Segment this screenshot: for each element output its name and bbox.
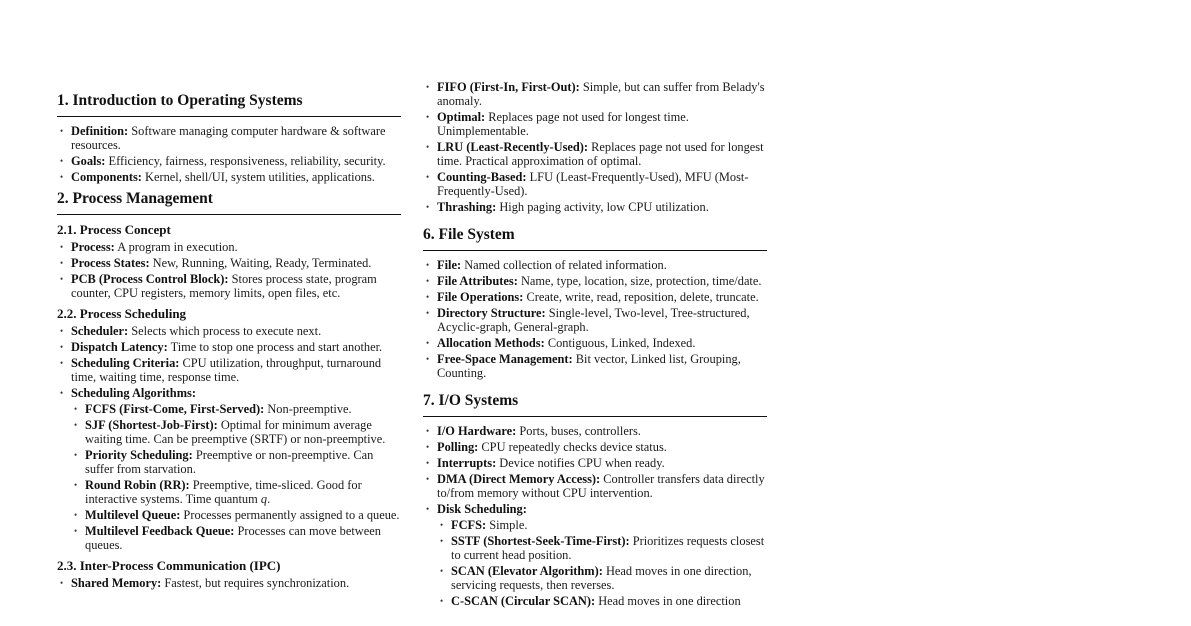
term: Components: [71, 170, 142, 184]
term: DMA (Direct Memory Access): [437, 472, 601, 486]
description-tail: . [267, 492, 271, 506]
section-heading: 7. I/O Systems [423, 392, 767, 417]
description: Simple. [486, 518, 528, 532]
description: Create, write, read, reposition, delete, truncate. [523, 290, 759, 304]
description: Optimal for minimum average waiting time. Can be preemptive (SRTF) or non-preemptive. [85, 418, 386, 446]
subsection-heading: 2.1. Process Concept [57, 222, 171, 237]
list-item [423, 110, 767, 138]
list-item [57, 386, 401, 552]
section-io-systems [423, 392, 767, 608]
list-item [423, 440, 767, 454]
term: FCFS (First-Come, First-Served): [85, 402, 265, 416]
description: Ports, buses, controllers. [516, 424, 641, 438]
term: Shared Memory: [71, 576, 162, 590]
list-item [57, 324, 401, 338]
bullet-list [423, 424, 767, 608]
list-item [423, 336, 767, 350]
list-item [57, 272, 401, 300]
description: LFU (Least-Frequently-Used), MFU (Most-Frequently-Used). [437, 170, 749, 198]
description: Name, type, location, size, protection, time/date. [517, 274, 762, 288]
nested-bullet-list-page-replacement [423, 80, 767, 198]
description: Processes permanently assigned to a queue. [180, 508, 400, 522]
description: Fastest, but requires synchronization. [161, 576, 350, 590]
term: SSTF (Shortest-Seek-Time-First): [451, 534, 630, 548]
nested-bullet-list-disk-scheduling [437, 518, 767, 608]
list-item [423, 258, 767, 272]
list-item [423, 306, 767, 334]
subsection-heading: 2.2. Process Scheduling [57, 306, 187, 321]
list-item [437, 518, 767, 532]
term: Priority Scheduling: [85, 448, 193, 462]
list-item [423, 290, 767, 304]
description: Stores process state, program counter, CPU registers, memory limits, open files, etc. [71, 272, 377, 300]
section-memory-continued [423, 80, 767, 214]
term: Scheduler: [71, 324, 129, 338]
description: Contiguous, Linked, Indexed. [544, 336, 696, 350]
list-item [71, 448, 401, 476]
list-item [57, 124, 401, 152]
term: File: [437, 258, 462, 272]
list-item [423, 80, 767, 108]
term: Allocation Methods: [437, 336, 545, 350]
term: Process States: [71, 256, 150, 270]
bullet-list [57, 124, 401, 184]
description: Time to stop one process and start another. [167, 340, 383, 354]
term: Scheduling Algorithms: [71, 386, 196, 400]
list-item [423, 472, 767, 500]
list-item [71, 508, 401, 522]
term: File Operations: [437, 290, 524, 304]
term: FIFO (First-In, First-Out): [437, 80, 580, 94]
list-item [57, 240, 401, 254]
description: Software managing computer hardware & software resources. [71, 124, 386, 152]
term: Scheduling Criteria: [71, 356, 180, 370]
term: Optimal: [437, 110, 486, 124]
term: FCFS: [451, 518, 487, 532]
term: Goals: [71, 154, 106, 168]
list-item [57, 356, 401, 384]
list-item [71, 478, 401, 506]
term: Polling: [437, 440, 479, 454]
term: I/O Hardware: [437, 424, 517, 438]
description: Single-level, Two-level, Tree-structured, Acyclic-graph, General-graph. [437, 306, 750, 334]
description: Non-preemptive. [264, 402, 352, 416]
term: PCB (Process Control Block): [71, 272, 229, 286]
description: Head moves in one direction [595, 594, 741, 608]
term: Round Robin (RR): [85, 478, 190, 492]
section-heading: 6. File System [423, 226, 767, 251]
description: Bit vector, Linked list, Grouping, Counting. [437, 352, 741, 380]
term: Thrashing: [437, 200, 497, 214]
list-item [71, 524, 401, 552]
description: CPU utilization, throughput, turnaround time, waiting time, response time. [71, 356, 382, 384]
term: LRU (Least-Recently-Used): [437, 140, 589, 154]
list-item [57, 340, 401, 354]
subsection-heading: 2.3. Inter-Process Communication (IPC) [57, 558, 281, 573]
list-item [437, 564, 767, 592]
list-item [423, 424, 767, 438]
list-item [57, 576, 401, 590]
term: File Attributes: [437, 274, 518, 288]
math-variable: q [260, 492, 268, 506]
term: SJF (Shortest-Job-First): [85, 418, 218, 432]
term: Disk Scheduling: [437, 502, 527, 516]
bullet-list [423, 80, 767, 214]
section-heading: 2. Process Management [57, 190, 401, 215]
description: Controller transfers data directly to/from memory without CPU intervention. [437, 472, 765, 500]
term: C-SCAN (Circular SCAN): [451, 594, 596, 608]
list-item [423, 200, 767, 214]
description: Efficiency, fairness, responsiveness, reliability, security. [105, 154, 386, 168]
list-item [423, 352, 767, 380]
description: CPU repeatedly checks device status. [478, 440, 667, 454]
section-process-management [57, 190, 401, 590]
list-item [71, 418, 401, 446]
description: High paging activity, low CPU utilization. [496, 200, 709, 214]
term: Counting-Based: [437, 170, 527, 184]
section-introduction [57, 92, 401, 184]
bullet-list [423, 258, 767, 380]
bullet-list [57, 324, 401, 552]
description: New, Running, Waiting, Ready, Terminated. [149, 256, 372, 270]
term: SCAN (Elevator Algorithm): [451, 564, 603, 578]
term: Dispatch Latency: [71, 340, 168, 354]
description: Preemptive or non-preemptive. Can suffer from starvation. [85, 448, 374, 476]
list-item [57, 170, 401, 184]
bullet-list [57, 576, 401, 590]
list-item [423, 140, 767, 168]
list-item [71, 402, 401, 416]
description: Selects which process to execute next. [128, 324, 322, 338]
description: Replaces page not used for longest time. Unimplementable. [437, 110, 689, 138]
nested-bullet-list [71, 402, 401, 552]
list-item-continued [423, 80, 767, 198]
term: Interrupts: [437, 456, 497, 470]
list-item [57, 154, 401, 168]
left-column [57, 92, 401, 596]
right-column [423, 80, 767, 614]
description: Preemptive, time-sliced. Good for interactive systems. Time quantum [85, 478, 362, 506]
description: A program in execution. [114, 240, 238, 254]
section-file-system [423, 226, 767, 380]
description: Kernel, shell/UI, system utilities, applications. [141, 170, 375, 184]
term: Directory Structure: [437, 306, 546, 320]
list-item [437, 534, 767, 562]
list-item [423, 274, 767, 288]
term: Free-Space Management: [437, 352, 573, 366]
bullet-list [57, 240, 401, 300]
list-item [437, 594, 767, 608]
term: Process: [71, 240, 115, 254]
section-heading: 1. Introduction to Operating Systems [57, 92, 401, 117]
list-item [57, 256, 401, 270]
description: Named collection of related information. [461, 258, 667, 272]
description: Simple, but can suffer from Belady's anomaly. [437, 80, 765, 108]
description: Prioritizes requests closest to current head position. [451, 534, 765, 562]
term: Multilevel Feedback Queue: [85, 524, 235, 538]
list-item [423, 502, 767, 608]
description: Device notifies CPU when ready. [496, 456, 665, 470]
term: Definition: [71, 124, 129, 138]
list-item [423, 170, 767, 198]
description: Head moves in one direction, servicing requests, then reverses. [451, 564, 752, 592]
description: Replaces page not used for longest time. Practical approximation of optimal. [437, 140, 764, 168]
list-item [423, 456, 767, 470]
description: Processes can move between queues. [85, 524, 381, 552]
term: Multilevel Queue: [85, 508, 181, 522]
